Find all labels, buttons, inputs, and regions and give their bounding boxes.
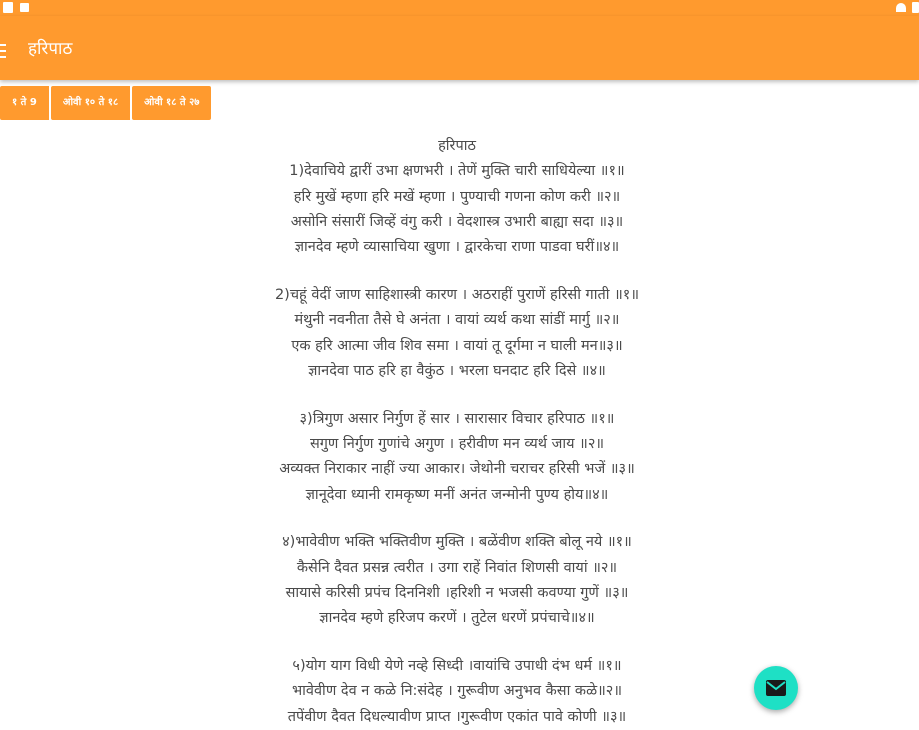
- haripath-text: [240, 134, 674, 730]
- verse-line: ज्ञानदेव म्हणे व्यासाचिया खुणा । द्वारकेचा राणा पाडवा घरीं॥४॥: [294, 239, 620, 256]
- menu-icon[interactable]: [0, 44, 6, 58]
- battery-icon: [912, 2, 919, 13]
- verse-line: ज्ञानूदेवा ध्यानी रामकृष्ण मनीं अनंत जन्मोनी पुण्य होय॥४॥: [305, 486, 609, 503]
- verse-line: एक हरि आत्मा जीव शिव समा । वायां तू दूर्गमा न घाली मन॥३॥: [291, 337, 623, 354]
- tab-bar: [0, 86, 211, 120]
- mail-icon: [766, 680, 786, 696]
- verse-line: ५)योग याग विधी येणे नव्हे सिध्दी ।वायांचि उपाधी दंभ धर्म ॥१॥: [292, 658, 622, 675]
- verse-line: 1)देवाचिये द्वारीं उभा क्षणभरी । तेणें मुक्ति चारी साधियेल्या ॥१॥: [289, 163, 625, 180]
- verse-line: सगुण निर्गुण गुणांचे अगुण । हरीवीण मन व्यर्थ जाय ॥२॥: [309, 435, 605, 452]
- app-bar: [0, 16, 919, 80]
- tab-1[interactable]: १ ते 9: [0, 86, 51, 120]
- content-heading: हरिपाठ: [438, 138, 476, 154]
- status-bar: [0, 0, 919, 16]
- verse-line: मंथुनी नवनीता तैसे घे अनंता । वायां व्यर्थ कथा सांडीं मार्गु ॥२॥: [294, 312, 620, 329]
- stanza-gap: [240, 260, 674, 283]
- sim-icon: [3, 2, 13, 13]
- verse-line: भावेवीण देव न कळे नि:संदेह । गुरूवीण अनुभव कैसा कळे॥२॥: [291, 683, 622, 700]
- verse-line: सायासे करिसी प्रपंच दिननिशी ।हरिशी न भजसी कवण्या गुणें ॥३॥: [285, 584, 629, 601]
- mail-fab-button[interactable]: [754, 666, 798, 710]
- notification-icon: [20, 3, 29, 12]
- verse-line: तपेंवीण दैवत दिधल्यावीण प्राप्त ।गुरूवीण एकांत पावे कोणी ॥३॥: [287, 708, 627, 725]
- verse-line: ज्ञानदेव म्हणे हरिजप करणें । तुटेल धरणें प्रपंचाचे॥४॥: [319, 610, 595, 627]
- verse-line: असोनि संसारीं जिव्हें वंगु करी । वेदशास्त्र उभारी बाह्या सदा ॥३॥: [290, 213, 624, 230]
- verse-line: अव्यक्त निराकार नाहीं ज्या आकार। जेथोनी चराचर हरिसी भजें ॥३॥: [279, 461, 635, 478]
- stanza-gap: [240, 384, 674, 407]
- verse-line: 2)चहूं वेदीं जाण साहिशास्त्री कारण । अठराहीं पुराणें हरिसी गाती ॥१॥: [274, 286, 640, 303]
- verse-line: ४)भावेवीण भक्ति भक्तिवीण मुक्ति । बळेंवीण शक्ति बोलू नये ॥१॥: [282, 534, 632, 551]
- stanza-gap: [240, 632, 674, 655]
- verse-line: कैसेनि दैवत प्रसन्न त्वरीत । उगा राहें निवांत शिणसी वायां ॥२॥: [296, 559, 618, 576]
- tab-3[interactable]: ओवी १८ ते २७: [132, 86, 211, 120]
- verse-line: हरि मुखें म्हणा हरि मखें म्हणा । पुण्याची गणना कोण करी ॥२॥: [293, 188, 621, 205]
- stanza-gap: [240, 508, 674, 531]
- verse-line: ज्ञानदेवा पाठ हरि हा वैकुंठ । भरला घनदाट हरि दिसे ॥४॥: [308, 362, 606, 379]
- tab-2[interactable]: ओवी १० ते १८: [51, 86, 132, 120]
- verse-line: ३)त्रिगुण असार निर्गुण हें सार । सारासार विचार हरिपाठ ॥१॥: [299, 410, 615, 427]
- app-title: हरिपाठ: [28, 39, 73, 59]
- wifi-icon: [896, 3, 906, 12]
